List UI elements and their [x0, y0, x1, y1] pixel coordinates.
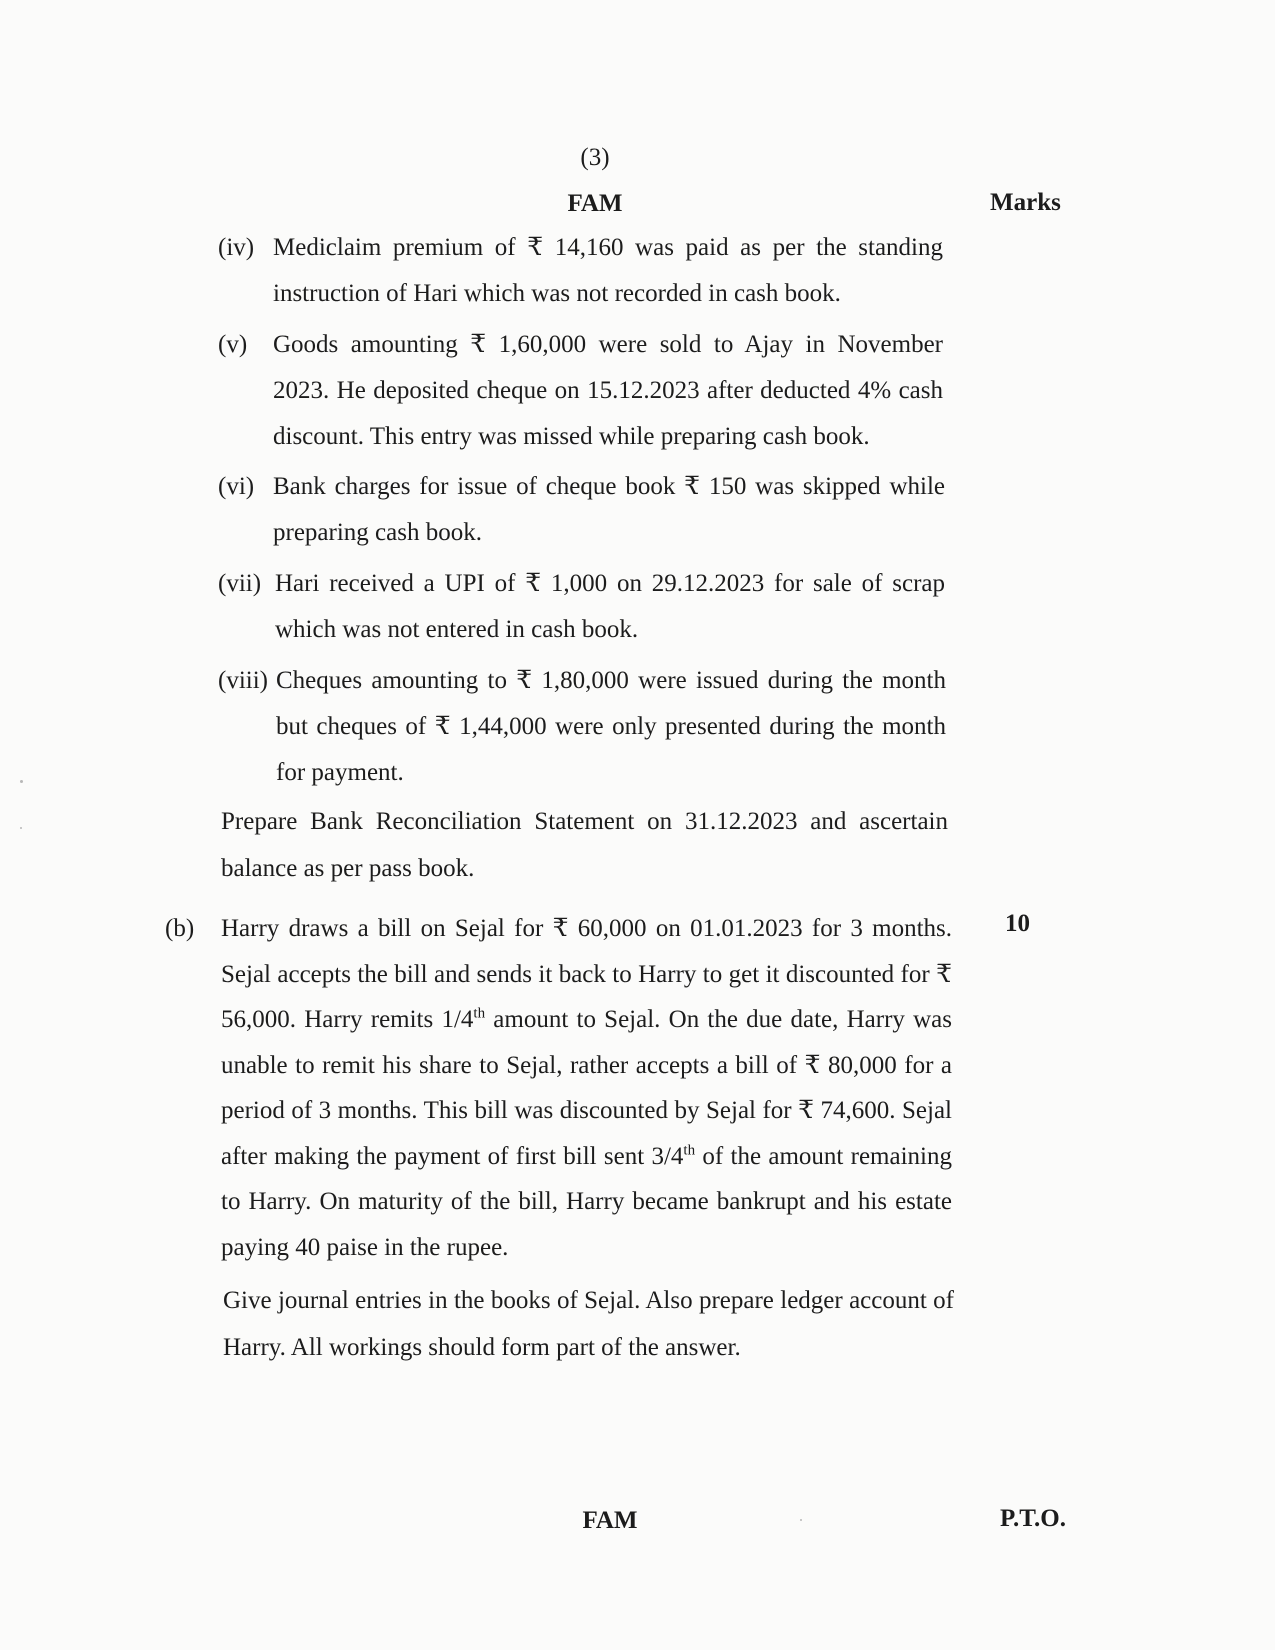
marks-heading: Marks: [990, 189, 1061, 216]
please-turn-over: P.T.O.: [1000, 1505, 1066, 1532]
item-text: Bank charges for issue of cheque book ₹ 150 was skipped while preparing cash book.: [273, 473, 945, 546]
question-b-instruction: Give journal entries in the books of Sejal. Also prepare ledger account of Harry. All workings should form part of the answer.: [223, 1287, 954, 1361]
question-b-marks: 10: [1005, 910, 1030, 937]
item-number: (viii): [218, 667, 268, 694]
scan-speck: [20, 827, 22, 829]
item-text: Cheques amounting to ₹ 1,80,000 were issued during the month but cheques of ₹ 1,44,000 were only presented during the month for payment.: [276, 667, 946, 786]
footer-subject-code: FAM: [582, 1507, 638, 1534]
item-number: (iv): [218, 234, 255, 261]
item-text: Mediclaim premium of ₹ 14,160 was paid as per the standing instruction of Hari which was not recorded in cash book.: [273, 234, 943, 307]
item-number: (vi): [218, 473, 255, 500]
scan-speck: [20, 780, 23, 783]
scan-speck: [800, 1519, 802, 1521]
item-number: (v): [218, 331, 248, 358]
subject-code: FAM: [567, 190, 623, 217]
item-number: (vii): [218, 570, 262, 597]
page-number: (3): [580, 144, 610, 171]
item-text: Hari received a UPI of ₹ 1,000 on 29.12.2023 for sale of scrap which was not entered in cash book.: [275, 570, 945, 643]
bank-reconciliation-instruction: Prepare Bank Reconciliation Statement on 31.12.2023 and ascertain balance as per pass book.: [221, 808, 948, 882]
item-text: Goods amounting ₹ 1,60,000 were sold to Ajay in November 2023. He deposited cheque on 15.12.2023 after deducted 4% cash discount. This entry was missed while preparing cash book.: [273, 331, 943, 450]
question-b-text: Harry draws a bill on Sejal for ₹ 60,000 on 01.01.2023 for 3 months. Sejal accepts the bill and sends it back to Harry to get it discounted for ₹ 56,000. Harry remits 1/4th amount to Sejal. On the due date, Harry was unable to remit his share to Sejal, rather accepts a bill of ₹ 80,000 for a period of 3 months. This bill was discounted by Sejal for ₹ 74,600. Sejal after making the payment of first bill sent 3/4th of the amount remaining to Harry. On maturity of the bill, Harry became bankrupt and his estate paying 40 paise in the rupee.: [221, 915, 953, 1261]
question-b-label: (b): [165, 915, 195, 942]
